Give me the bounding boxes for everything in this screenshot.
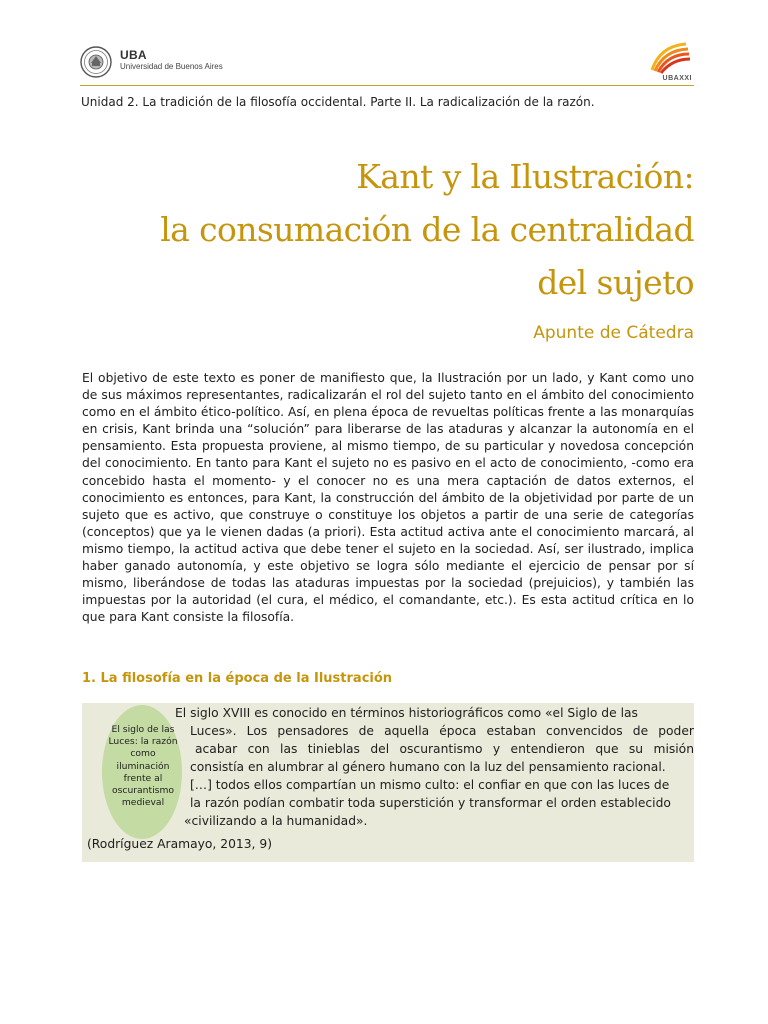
quote-line: El siglo XVIII es conocido en términos historiográficos como «el Siglo de las (175, 706, 638, 720)
ubaxxi-logo (642, 40, 694, 84)
quote-line: «civilizando a la humanidad». (184, 814, 368, 828)
quote-line: Luces». Los pensadores de aquella época estaban convencidos de poder (190, 724, 694, 738)
page-header (80, 40, 694, 84)
quote-line: consistía en alumbrar al género humano con la luz del pensamiento racional. (190, 760, 666, 774)
uba-name: UBA (120, 48, 147, 62)
ubaxxi-swirl-icon (642, 40, 694, 76)
document-title (74, 150, 694, 309)
quote-box (82, 703, 694, 862)
title-line-2: la consumación de la centralidad (160, 210, 694, 249)
ubaxxi-name: UBAXXI (662, 75, 692, 82)
header-divider (80, 85, 694, 86)
quote-citation: (Rodríguez Aramayo, 2013, 9) (87, 837, 272, 851)
university-seal-icon (80, 46, 112, 78)
quote-line: acabar con las tinieblas del oscurantismo y entendieron que su misión (195, 742, 694, 756)
intro-paragraph: El objetivo de este texto es poner de manifiesto que, la Ilustración por un lado, y Kant como uno de sus máximos representantes, radicalizarán el rol del sujeto tanto en el ámbito del conocimiento como en el ámbito ético-político. Así, en plena época de revueltas políticas frente a las monarquías en crisis, Kant brinda una “solución” para liberarse de las ataduras y alcanzar la autonomía en el pensamiento. Esta propuesta proviene, al mismo tiempo, de su particular y novedosa concepción del conocimiento. En tanto para Kant el sujeto no es pasivo en el acto de conocimiento, -como era concebido hasta el momento- y el conocer no es una mera captación de datos externos, el conocimiento es entonces, para Kant, la construcción del ámbito de la objetividad por parte de un sujeto que es activo, que construye o constituye los objetos a partir de una serie de categorías (conceptos) que ya le vienen dadas (a priori). Esta actitud activa ante el conocimiento marcará, al mismo tiempo, la actitud activa que debe tener el sujeto en la sociedad. Así, ser ilustrado, implica haber ganado autonomía, y este objetivo se logra sólo mediante el ejercicio de pensar por sí mismo, liberándose de todas las ataduras impuestas por la sociedad (prejuicios), y también las impuestas por la autoridad (el cura, el médico, el comandante, etc.). Es esta actitud crítica en lo que para Kant consiste la filosofía. (82, 371, 694, 625)
title-line-1: Kant y la Ilustración: (356, 157, 694, 196)
quote-line: […] todos ellos compartían un mismo culto: el confiar en que con las luces de (190, 778, 670, 792)
unit-line: Unidad 2. La tradición de la filosofía occidental. Parte II. La radicalización de la razón. (81, 95, 595, 109)
uba-logo (80, 46, 320, 80)
document-subtitle: Apunte de Cátedra (533, 323, 694, 343)
quote-line: la razón podían combatir toda superstición y transformar el orden establecido (190, 796, 671, 810)
uba-subtitle: Universidad de Buenos Aires (120, 62, 223, 71)
margin-note: El siglo de las Luces: la razón como iluminación frente al oscurantismo medieval (108, 724, 178, 809)
title-line-3: del sujeto (537, 263, 694, 302)
section-heading: 1. La filosofía en la época de la Ilustración (82, 671, 393, 686)
